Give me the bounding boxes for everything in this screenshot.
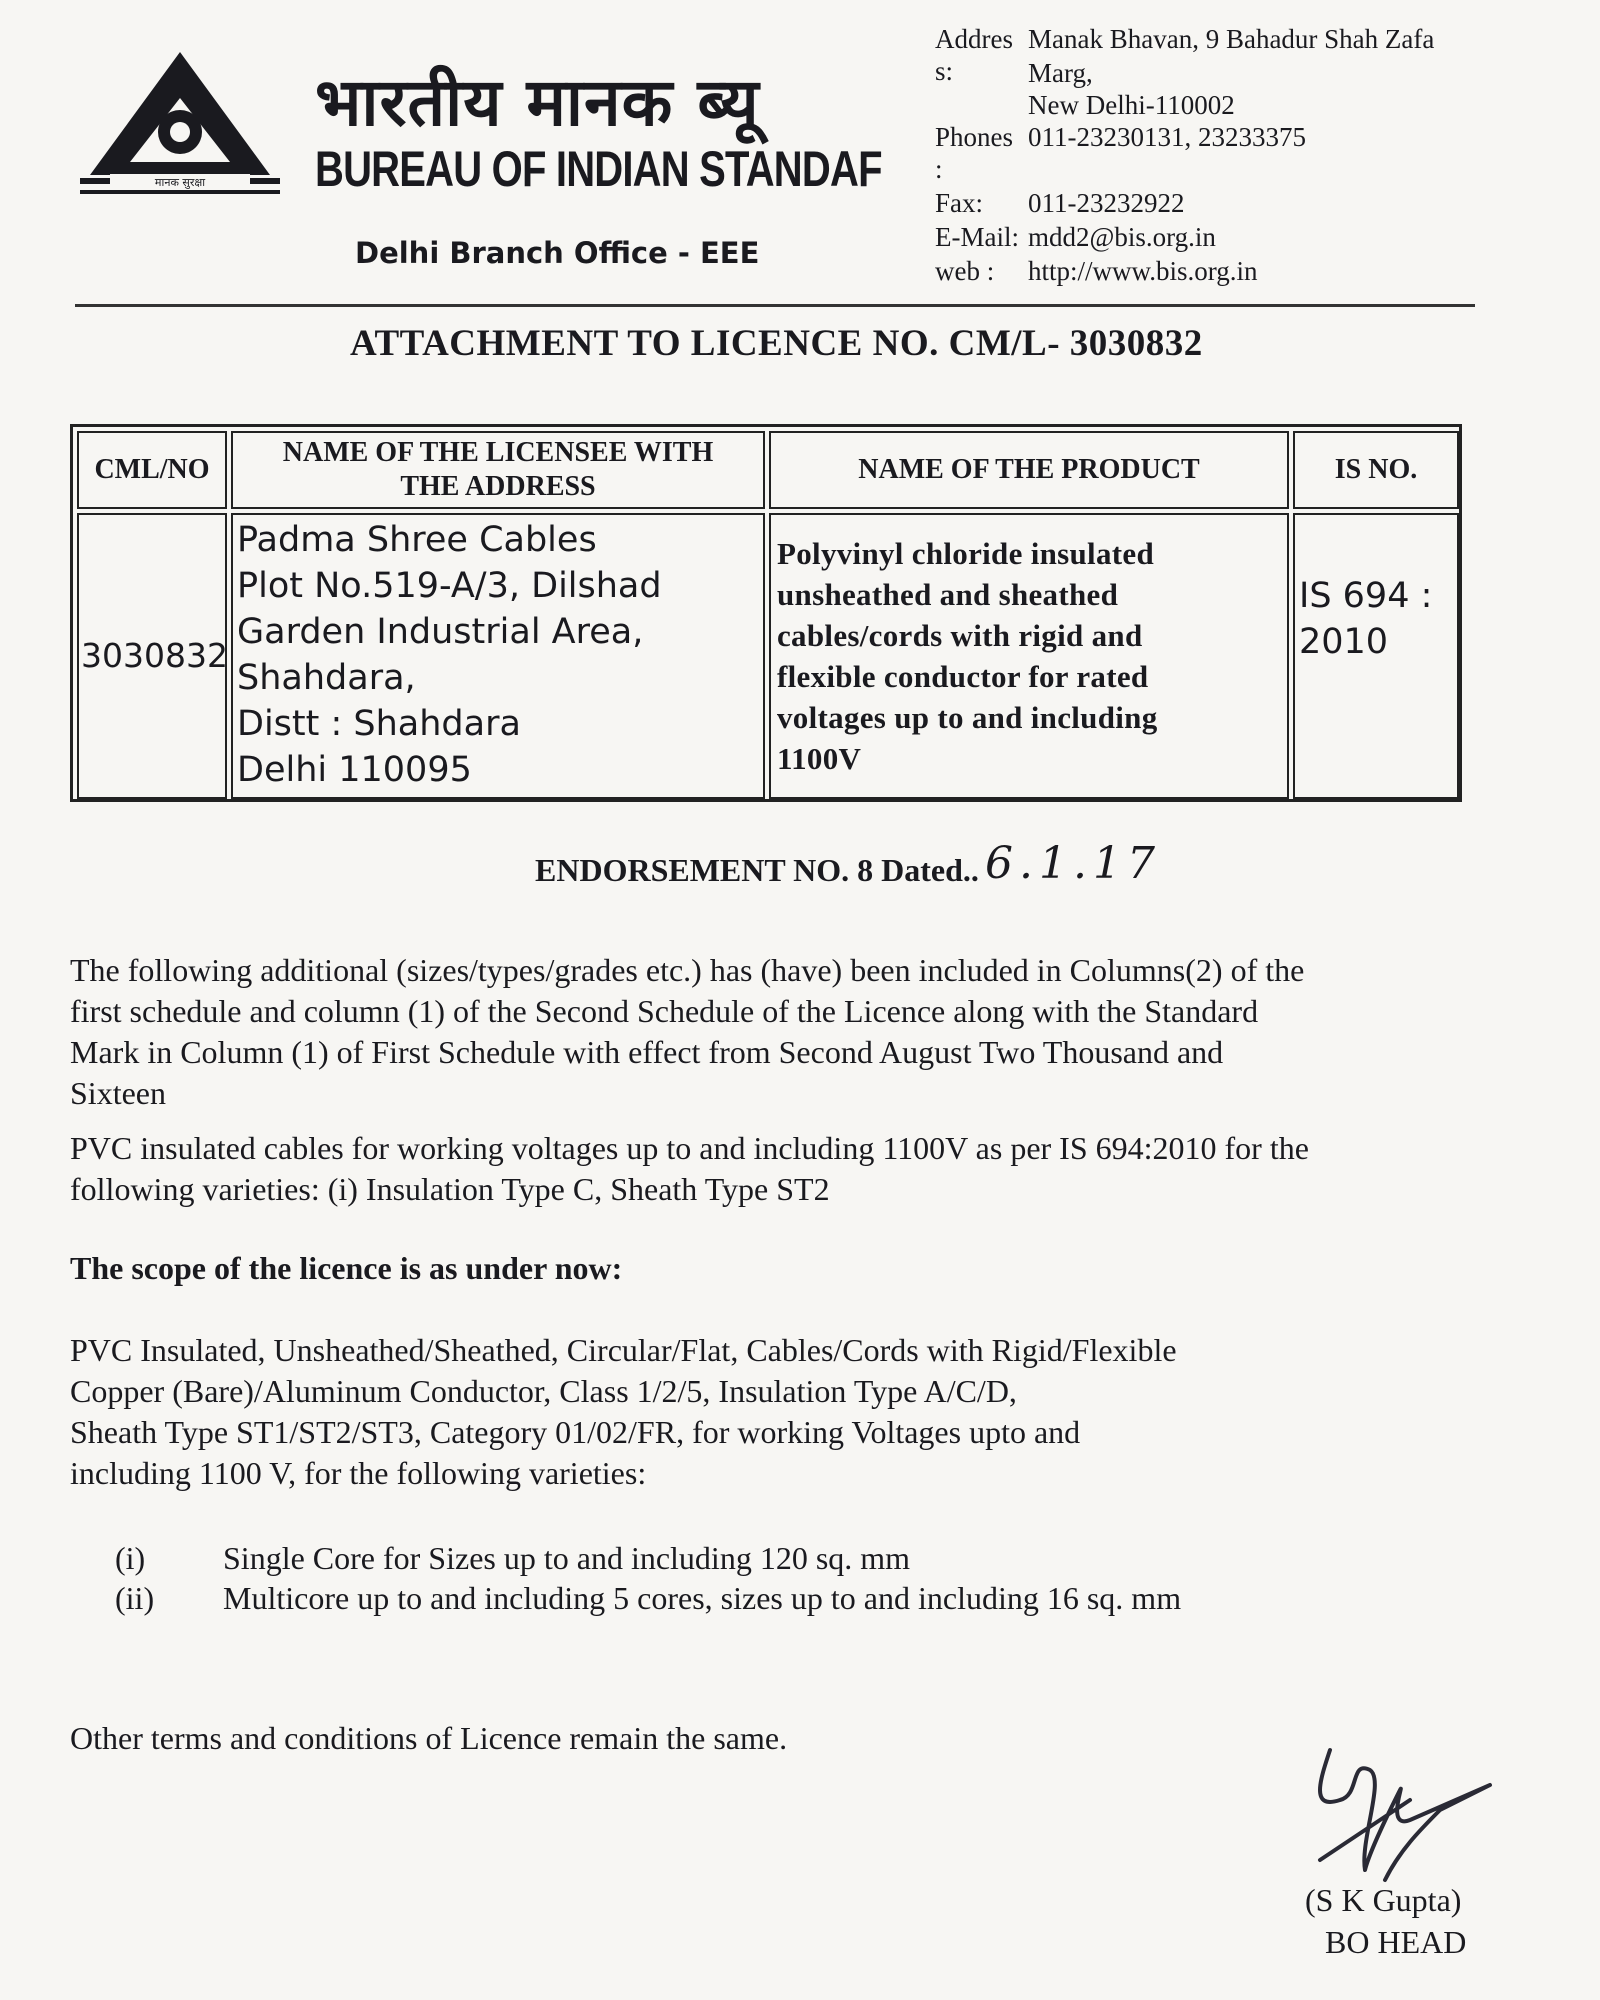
product-line: 1100V (777, 741, 862, 776)
licensee-line: Garden Industrial Area, (237, 612, 644, 652)
paragraph-line: first schedule and column (1) of the Second Schedule of the Licence along with the Standard (70, 993, 1259, 1029)
address-line: New Delhi-110002 (1028, 90, 1235, 120)
closing-statement: Other terms and conditions of Licence remain the same. (70, 1720, 788, 1756)
handwritten-signature (1290, 1740, 1510, 1890)
is-number-line: 2010 (1299, 622, 1389, 662)
paragraph-line: PVC insulated cables for working voltages up to and including 1100V as per IS 694:2010 for the (70, 1130, 1309, 1166)
org-title: BUREAU OF INDIAN STANDAF (315, 141, 882, 197)
table-header-is-no: IS NO. (1293, 431, 1459, 509)
paragraph-line: following varieties: (i) Insulation Type C, Sheath Type ST2 (70, 1171, 830, 1207)
endorsement-label: ENDORSEMENT NO. 8 Dated.. (535, 852, 979, 888)
branch-office: Delhi Branch Office - EEE (355, 236, 760, 270)
licensee-line: Plot No.519-A/3, Dilshad (237, 566, 662, 606)
paragraph-line: including 1100 V, for the following varieties: (70, 1455, 647, 1491)
list-item-text: Multicore up to and including 5 cores, sizes up to and including 16 sq. mm (223, 1580, 1182, 1616)
product-line: cables/cords with rigid and (777, 618, 1143, 653)
licensee-line: Delhi 110095 (237, 750, 472, 790)
paragraph-line: Copper (Bare)/Aluminum Conductor, Class 1/2/5, Insulation Type A/C/D, (70, 1373, 1017, 1409)
address-line: Manak Bhavan, 9 Bahadur Shah Zafa (1028, 24, 1435, 54)
handwritten-date: 6.1.17 (985, 838, 1161, 889)
cml-number: 3030832 (77, 513, 227, 799)
table-header-cml: CML/NO (77, 431, 227, 509)
logo-text: मानक सुरक्षा (154, 176, 206, 189)
paragraph-line: The following additional (sizes/types/grades etc.) has (have) been included in Columns(2) of the (70, 952, 1305, 988)
address-label: Addres (935, 24, 1013, 54)
product-line: Polyvinyl chloride insulated (777, 536, 1154, 571)
address-label-cont: s: (935, 56, 954, 86)
header-divider (75, 304, 1475, 307)
list-item-number: (i) (115, 1540, 146, 1576)
table-header-licensee: NAME OF THE LICENSEE WITH THE ADDRESS (231, 431, 765, 509)
hindi-title: भारतीय मानक ब्यू (315, 64, 760, 141)
email-label: E-Mail: (935, 222, 1019, 252)
licensee-line: Shahdara, (237, 658, 416, 698)
fax-value: 011-23232922 (1028, 188, 1185, 218)
phones-colon: : (935, 154, 943, 184)
paragraph-line: Sixteen (70, 1075, 166, 1111)
table-header-product: NAME OF THE PRODUCT (769, 431, 1289, 509)
paragraph-pvc-varieties (70, 1128, 1490, 1210)
product-line: voltages up to and including (777, 700, 1158, 735)
is-number-cell (1293, 513, 1459, 799)
paragraph-scope (70, 1330, 1490, 1494)
bis-logo (80, 50, 280, 200)
is-number-line: IS 694 : (1299, 576, 1433, 616)
web-label: web : (935, 256, 995, 286)
licence-table (70, 424, 1462, 802)
phones-value: 011-23230131, 23233375 (1028, 122, 1306, 152)
paragraph-line: Mark in Column (1) of First Schedule with effect from Second August Two Thousand and (70, 1034, 1224, 1070)
address-line: Marg, (1028, 58, 1093, 88)
paragraph-line: Sheath Type ST1/ST2/ST3, Category 01/02/FR, for working Voltages upto and (70, 1414, 1081, 1450)
licensee-line: Distt : Shahdara (237, 704, 521, 744)
list-item-text: Single Core for Sizes up to and including 120 sq. mm (223, 1540, 911, 1576)
product-cell (769, 513, 1289, 799)
licensee-cell (231, 513, 765, 799)
email-value: mdd2@bis.org.in (1028, 222, 1216, 252)
paragraph-additions (70, 950, 1490, 1114)
scope-heading: The scope of the licence is as under now: (70, 1250, 623, 1286)
list-item-number: (ii) (115, 1580, 155, 1616)
licensee-line: Padma Shree Cables (237, 520, 597, 560)
product-line: unsheathed and sheathed (777, 577, 1119, 612)
paragraph-line: PVC Insulated, Unsheathed/Sheathed, Circular/Flat, Cables/Cords with Rigid/Flexible (70, 1332, 1177, 1368)
web-value: http://www.bis.org.in (1028, 256, 1258, 286)
fax-label: Fax: (935, 188, 984, 218)
product-line: flexible conductor for rated (777, 659, 1149, 694)
attachment-title: ATTACHMENT TO LICENCE NO. CM/L- 3030832 (350, 323, 1203, 364)
signatory-designation: BO HEAD (1325, 1924, 1467, 1960)
phones-label: Phones (935, 122, 1014, 152)
signatory-name: (S K Gupta) (1305, 1882, 1462, 1918)
